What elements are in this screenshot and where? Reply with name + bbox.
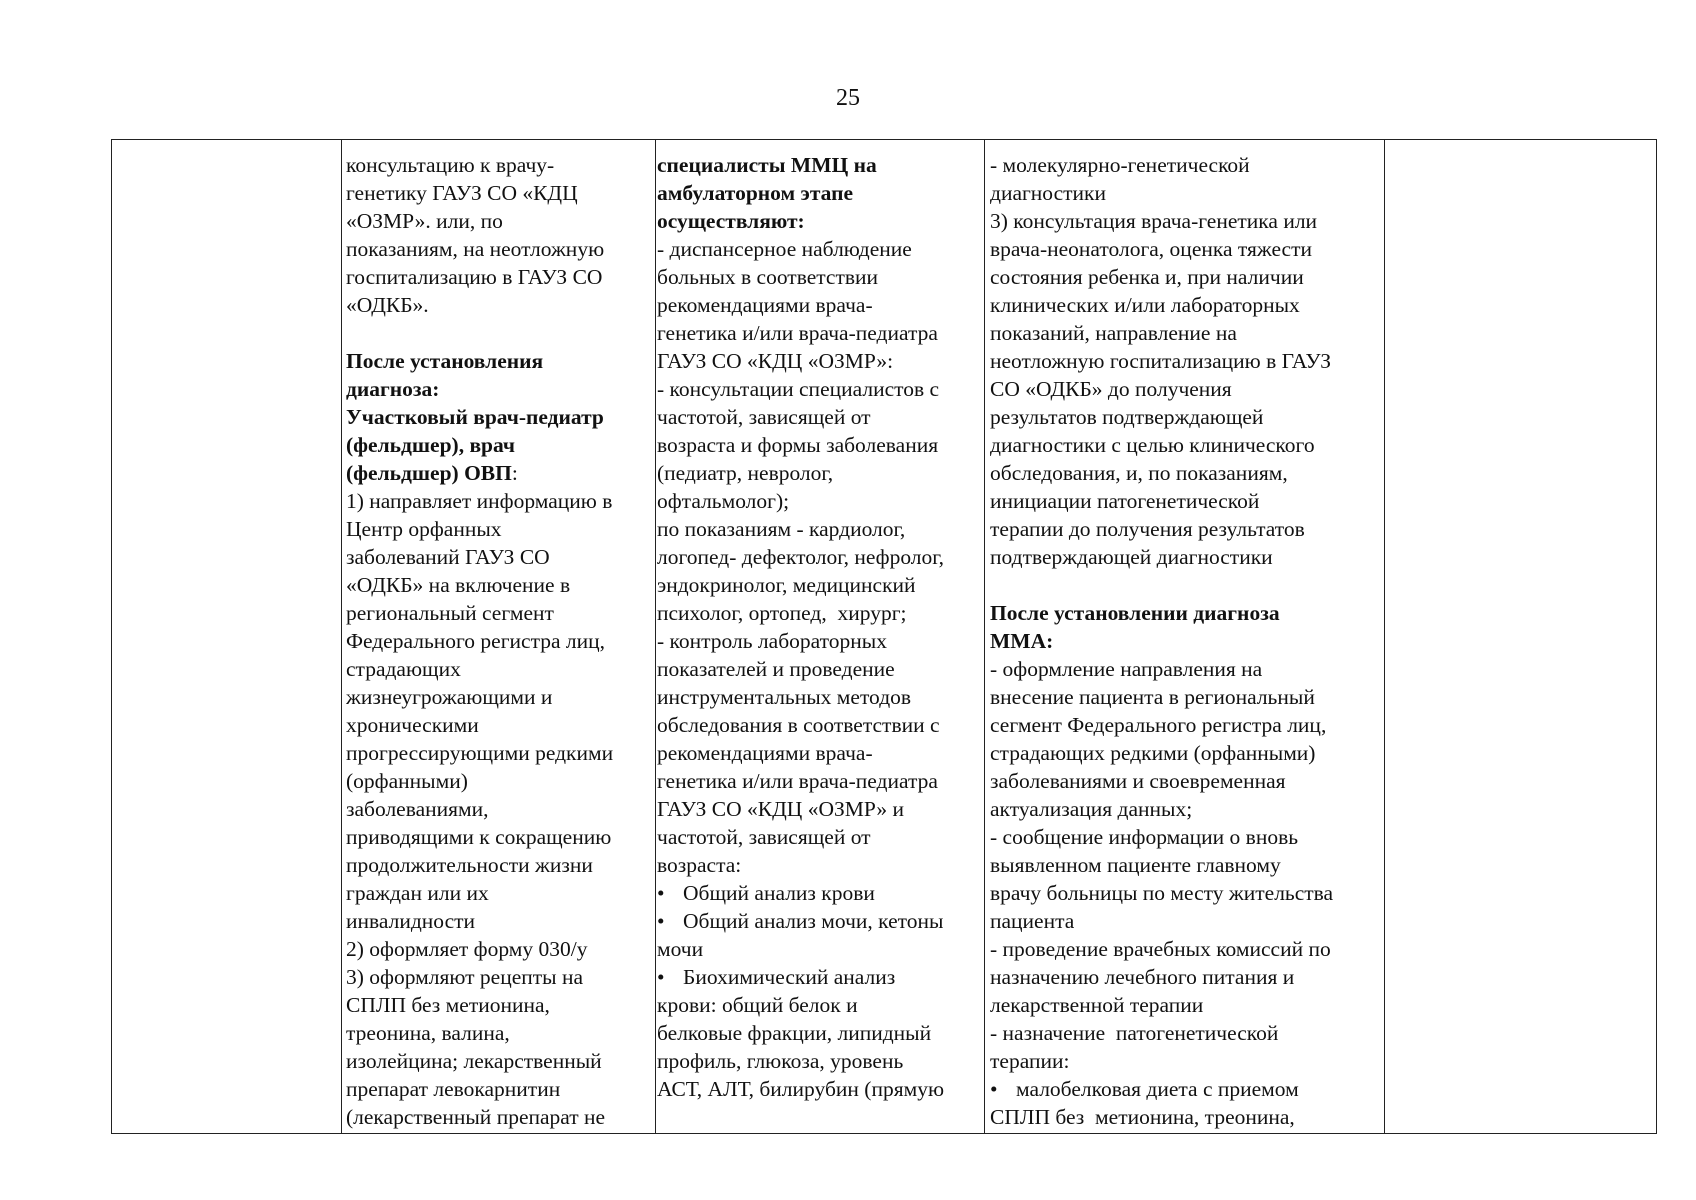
text-line: (орфанными) bbox=[346, 769, 468, 793]
text-line: генетику ГАУЗ СО «КДЦ bbox=[346, 181, 578, 205]
text-line: инструментальных методов bbox=[657, 685, 912, 709]
text-line: частотой, зависящей от bbox=[657, 405, 871, 429]
column-divider bbox=[1384, 140, 1385, 1133]
text-line: генетика и/или врача-педиатра bbox=[657, 321, 938, 345]
bullet-list-item: • Биохимический анализ bbox=[657, 963, 982, 991]
text-line: рекомендациями врача- bbox=[657, 741, 873, 765]
text-line: - консультации специалистов с bbox=[657, 377, 940, 401]
text-line: диагностики с целью клинического bbox=[990, 433, 1315, 457]
text-line: консультацию к врачу- bbox=[346, 153, 555, 177]
text-line: психолог, ортопед, хирург; bbox=[657, 601, 907, 625]
text-line: страдающих редкими (орфанными) bbox=[990, 741, 1316, 765]
text-line: «ОЗМР». или, по bbox=[346, 209, 503, 233]
column-divider bbox=[341, 140, 342, 1133]
text-line: 2) оформляет форму 030/у bbox=[346, 937, 588, 961]
text-line: треонина, валина, bbox=[346, 1021, 510, 1045]
text-line: 1) направляет информацию в bbox=[346, 489, 613, 513]
text-line bbox=[990, 571, 1382, 599]
text-line: изолейцина; лекарственный bbox=[346, 1049, 602, 1073]
text-line: ММА: bbox=[990, 629, 1054, 653]
text-line: выявленном пациенте главному bbox=[990, 853, 1281, 877]
text-line: лекарственной терапии bbox=[990, 993, 1204, 1017]
text-line: Федерального регистра лиц, bbox=[346, 629, 606, 653]
text-line: генетика и/или врача-педиатра bbox=[657, 769, 938, 793]
text-line: диагностики bbox=[990, 181, 1106, 205]
text-line: врача-неонатолога, оценка тяжести bbox=[990, 237, 1312, 261]
document-table bbox=[111, 139, 1657, 1134]
text-line bbox=[346, 319, 653, 347]
text-line: «ОДКБ» на включение в bbox=[346, 573, 571, 597]
text-line: неотложную госпитализацию в ГАУЗ bbox=[990, 349, 1332, 373]
text-line: СО «ОДКБ» до получения bbox=[990, 377, 1232, 401]
text-line: сегмент Федерального регистра лиц, bbox=[990, 713, 1327, 737]
text-line: прогрессирующими редкими bbox=[346, 741, 614, 765]
table-cell-col2 bbox=[346, 151, 653, 1131]
text-line: обследования в соответствии с bbox=[657, 713, 940, 737]
text-line: (фельдшер), врач bbox=[346, 433, 516, 457]
text-line: актуализация данных; bbox=[990, 797, 1193, 821]
text-line: амбулаторном этапе bbox=[657, 181, 854, 205]
text-line: возраста: bbox=[657, 853, 742, 877]
text-line: ГАУЗ СО «КДЦ «ОЗМР» и bbox=[657, 797, 904, 821]
text-line: белковые фракции, липидный bbox=[657, 1021, 932, 1045]
text-line: показаний, направление на bbox=[990, 321, 1237, 345]
text-line: госпитализацию в ГАУЗ СО bbox=[346, 265, 603, 289]
table-cell-col4 bbox=[990, 151, 1382, 1131]
text-line: подтверждающей диагностики bbox=[990, 545, 1273, 569]
text-line: осуществляют: bbox=[657, 209, 805, 233]
text-line: терапии: bbox=[990, 1049, 1070, 1073]
text-line: - молекулярно-генетической bbox=[990, 153, 1250, 177]
bullet-list-item: • Общий анализ крови bbox=[657, 879, 982, 907]
text-line: логопед- дефектолог, нефролог, bbox=[657, 545, 945, 569]
text-line: СПЛП без метионина, треонина, bbox=[990, 1105, 1295, 1129]
text-line: терапии до получения результатов bbox=[990, 517, 1305, 541]
text-line: После установления bbox=[346, 349, 544, 373]
text-line: Участковый врач-педиатр bbox=[346, 405, 604, 429]
text-line: диагноза: bbox=[346, 377, 440, 401]
text-line: заболеваний ГАУЗ СО bbox=[346, 545, 550, 569]
text-line: граждан или их bbox=[346, 881, 489, 905]
column-divider bbox=[984, 140, 985, 1133]
text-line: частотой, зависящей от bbox=[657, 825, 871, 849]
page-number: 25 bbox=[836, 85, 860, 111]
text-line: ГАУЗ СО «КДЦ «ОЗМР»: bbox=[657, 349, 894, 373]
text-line: хроническими bbox=[346, 713, 479, 737]
text-line: заболеваниями, bbox=[346, 797, 489, 821]
text-line: инициации патогенетической bbox=[990, 489, 1260, 513]
text-line: обследования, и, по показаниям, bbox=[990, 461, 1288, 485]
text-line: эндокринолог, медицинский bbox=[657, 573, 916, 597]
text-line: состояния ребенка и, при наличии bbox=[990, 265, 1304, 289]
text-line: профиль, глюкоза, уровень bbox=[657, 1049, 904, 1073]
text-line: «ОДКБ». bbox=[346, 293, 429, 317]
text-line: - контроль лабораторных bbox=[657, 629, 887, 653]
text-line: офтальмолог); bbox=[657, 489, 790, 513]
text-line: показателей и проведение bbox=[657, 657, 895, 681]
text-line: назначению лечебного питания и bbox=[990, 965, 1295, 989]
text-line: препарат левокарнитин bbox=[346, 1077, 561, 1101]
text-line: пациента bbox=[990, 909, 1075, 933]
column-divider bbox=[655, 140, 656, 1133]
text-line: продолжительности жизни bbox=[346, 853, 593, 877]
text-line: рекомендациями врача- bbox=[657, 293, 873, 317]
text-line: После установлении диагноза bbox=[990, 601, 1280, 625]
text-line: клинических и/или лабораторных bbox=[990, 293, 1300, 317]
text-line: - оформление направления на bbox=[990, 657, 1263, 681]
text-line: - диспансерное наблюдение bbox=[657, 237, 912, 261]
text-line: крови: общий белок и bbox=[657, 993, 858, 1017]
text-line: СПЛП без метионина, bbox=[346, 993, 550, 1017]
text-line: 3) оформляют рецепты на bbox=[346, 965, 584, 989]
text-line: - назначение патогенетической bbox=[990, 1021, 1279, 1045]
text-line: (лекарственный препарат не bbox=[346, 1105, 606, 1129]
text-line: по показаниям - кардиолог, bbox=[657, 517, 906, 541]
text-line: мочи bbox=[657, 937, 704, 961]
text-line: заболеваниями и своевременная bbox=[990, 769, 1286, 793]
text-line: возраста и формы заболевания bbox=[657, 433, 939, 457]
text-line: страдающих bbox=[346, 657, 461, 681]
table-cell-col3 bbox=[657, 151, 982, 1103]
text-line: приводящими к сокращению bbox=[346, 825, 612, 849]
text-line: Центр орфанных bbox=[346, 517, 502, 541]
text-line: специалисты ММЦ на bbox=[657, 153, 877, 177]
text-line: АСТ, АЛТ, билирубин (прямую bbox=[657, 1077, 945, 1101]
text-line: жизнеугрожающими и bbox=[346, 685, 553, 709]
text-line: региональный сегмент bbox=[346, 601, 554, 625]
bullet-list-item: • малобелковая диета с приемом bbox=[990, 1075, 1382, 1103]
text-line: инвалидности bbox=[346, 909, 476, 933]
text-line: результатов подтверждающей bbox=[990, 405, 1264, 429]
text-line: - сообщение информации о вновь bbox=[990, 825, 1299, 849]
bullet-list-item: • Общий анализ мочи, кетоны bbox=[657, 907, 982, 935]
text-line: - проведение врачебных комиссий по bbox=[990, 937, 1331, 961]
text-line: 3) консультация врача-генетика или bbox=[990, 209, 1318, 233]
text-line: врачу больницы по месту жительства bbox=[990, 881, 1334, 905]
text-line: (фельдшер) ОВП: bbox=[346, 461, 518, 485]
text-line: больных в соответствии bbox=[657, 265, 879, 289]
text-line: (педиатр, невролог, bbox=[657, 461, 834, 485]
text-line: показаниям, на неотложную bbox=[346, 237, 605, 261]
text-line: внесение пациента в региональный bbox=[990, 685, 1315, 709]
